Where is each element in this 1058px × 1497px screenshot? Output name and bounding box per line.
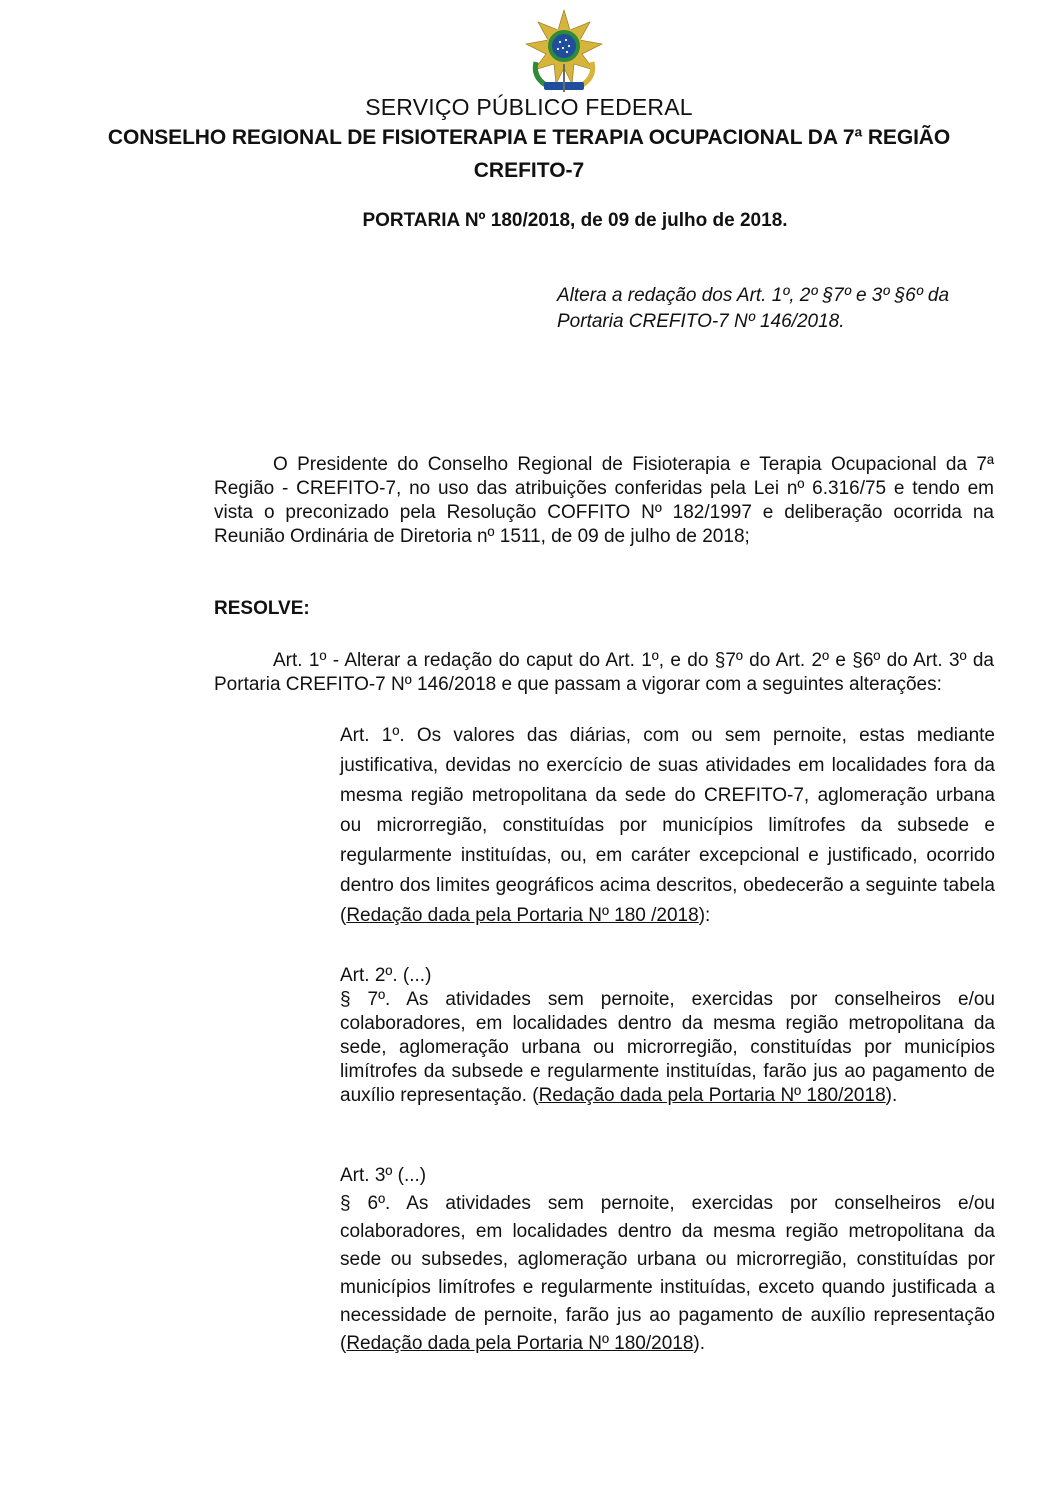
coat-of-arms-emblem — [522, 8, 606, 94]
quoted-article-3 — [340, 1162, 995, 1358]
quoted-article-1-tail: ): — [698, 905, 711, 926]
quoted-article-2-heading: Art. 2º. (...) — [340, 965, 432, 986]
service-heading: SERVIÇO PÚBLICO FEDERAL — [365, 94, 693, 120]
amendment-reference-link[interactable]: Redação dada pela Portaria Nº 180/2018 — [538, 1085, 886, 1106]
quoted-article-2 — [340, 964, 995, 1108]
quoted-article-3-tail: ). — [693, 1333, 706, 1354]
quoted-article-2-text: § 7º. As atividades sem pernoite, exercidas por conselheiros e/ou colaboradores, em localidades dentro da mesma região metropolitana da sede, aglomeração urbana ou microrregião, constituídas por municípios limítrofes da subsede e regularmente instituídas, farão jus ao pagamento de auxílio representação. ( — [340, 989, 995, 1106]
quoted-article-1-text: Art. 1º. Os valores das diárias, com ou sem pernoite, estas mediante justificativa, devidas no exercício de suas atividades em localidades fora da mesma região metropolitana da sede do CREFITO-7, aglomeração urbana ou microrregião, constituídas por municípios limítrofes da subsede e regularmente instituídas, ou, em caráter excepcional e justificado, ocorrido dentro dos limites geográficos acima descritos, obedecerão a seguinte tabela ( — [340, 725, 995, 926]
amendment-reference-link[interactable]: Redação dada pela Portaria Nº 180/2018 — [346, 1333, 694, 1354]
quoted-article-1 — [340, 721, 995, 931]
quoted-article-2-tail: ). — [885, 1085, 898, 1106]
resolve-heading: RESOLVE: — [214, 598, 310, 619]
quoted-article-3-text: § 6º. As atividades sem pernoite, exercidas por conselheiros e/ou colaboradores, em localidades dentro da mesma região metropolitana da sede ou subsedes, aglomeração urbana ou microrregião, constituídas por municípios limítrofes e regularmente instituídas, exceto quando justificada a necessidade de pernoite, farão jus ao pagamento de auxílio representação ( — [340, 1193, 995, 1354]
council-acronym: CREFITO-7 — [473, 159, 585, 182]
ementa-summary: Altera a redação dos Art. 1º, 2º §7º e 3º §6º da Portaria CREFITO-7 Nº 146/2018. — [557, 285, 950, 332]
council-heading: CONSELHO REGIONAL DE FISIOTERAPIA E TERAPIA OCUPACIONAL DA 7ª REGIÃO — [107, 126, 951, 149]
document-title: PORTARIA Nº 180/2018, de 09 de julho de 2018. — [362, 210, 788, 231]
preamble-paragraph: O Presidente do Conselho Regional de Fisioterapia e Terapia Ocupacional da 7ª Região - CREFITO-7, no uso das atribuições conferidas pela Lei nº 6.316/75 e tendo em vista o preconizado pela Resolução COFFITO Nº 182/1997 e deliberação ocorrida na Reunião Ordinária de Diretoria nº 1511, de 09 de julho de 2018; — [214, 454, 994, 547]
article-1-paragraph: Art. 1º - Alterar a redação do caput do Art. 1º, e do §7º do Art. 2º e §6º do Art. 3º da Portaria CREFITO-7 Nº 146/2018 e que passam a vigorar com a seguintes alterações: — [214, 650, 994, 695]
quoted-article-3-heading: Art. 3º (...) — [340, 1165, 427, 1186]
amendment-reference-link[interactable]: Redação dada pela Portaria Nº 180 /2018 — [346, 905, 699, 926]
